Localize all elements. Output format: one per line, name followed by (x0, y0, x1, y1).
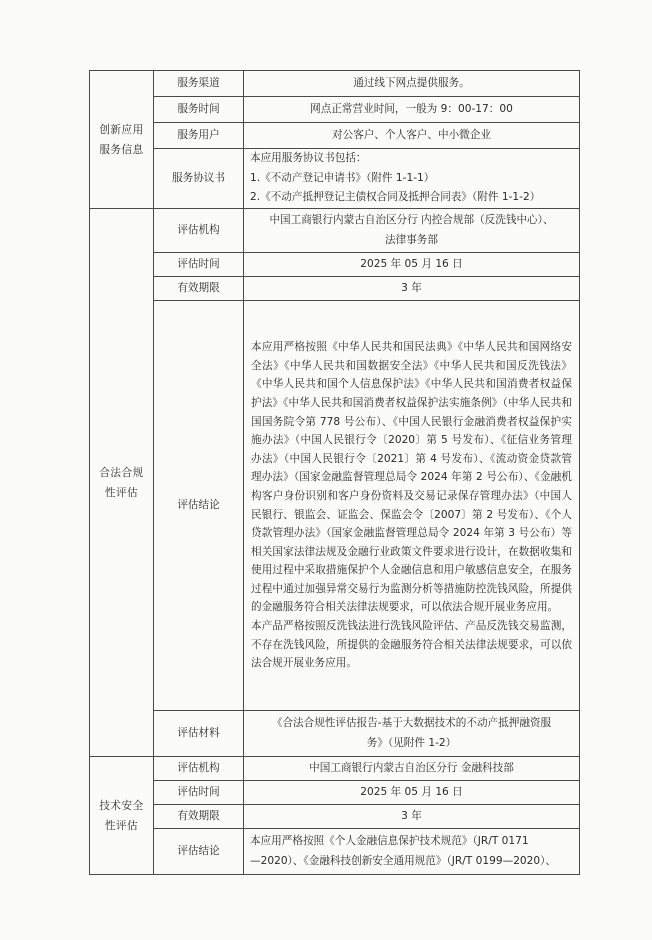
label-service-agreement: 服务协议书 (154, 149, 244, 209)
agency-line: 法律事务部 (385, 233, 438, 246)
row-legal-time (90, 253, 580, 277)
label-tech-agency: 评估机构 (154, 757, 244, 781)
row-tech-conclusion (90, 829, 580, 875)
value-tech-conclusion (244, 829, 580, 875)
conclusion-paragraph: 本应用严格按照《中华人民共和国民法典》《中华人民共和国网络安全法》《中华人民共和国数据安全法》《中华人民共和国反洗钱法》《中华人民共和国个人信息保护法》《中华人民共和国消费者权益保护法》《中华人民共和国消费者权益保护法实施条例》（中华人民共和国国务院令第 778 号公布）、《中国人民银行金融消费者权益保护实施办法》（中国人民银行令〔2020〕第 5 号发布）、《征信业务管理办法》（中国人民银行令〔2021〕第 4 号发布）、《流动资金贷款管理办法》（国家金融监督管理总局令 2024 年第 2 号公布）、《金融机构客户身份识别和客户身份资料及交易记录保存管理办法》（中国人民银行、银监会、证监会、保监会令〔2007〕第 2 号发布）、《个人贷款管理办法》（国家金融监督管理总局令 2024 年第 3 号公布）等相关国家法律法规及金融行业政策文件要求进行设计，在数据收集和使用过程中采取措施保护个人金融信息和用户敏感信息安全，在服务过程中通过加强异常交易行为监测分析等措施防控洗钱风险，所提供的金融服务符合相关法律法规要求，可以依法合规开展业务应用。 (251, 341, 572, 614)
row-legal-validity (90, 277, 580, 301)
section-tech-security (90, 757, 154, 875)
row-service-agreement (90, 149, 580, 209)
label-service-channel: 服务渠道 (154, 71, 244, 97)
value-legal-materials (244, 711, 580, 757)
value-legal-time: 2025 年 05 月 16 日 (244, 253, 580, 277)
label-service-hours: 服务时间 (154, 97, 244, 123)
value-legal-conclusion (244, 301, 580, 711)
value-service-hours: 网点正常营业时间，一般为 9：00-17：00 (244, 97, 580, 123)
agreement-line: 本应用服务协议书包括： (250, 152, 367, 165)
value-tech-time: 2025 年 05 月 16 日 (244, 781, 580, 805)
agency-line: 中国工商银行内蒙古自治区分行 内控合规部（反洗钱中心）、 (269, 214, 554, 227)
label-legal-materials: 评估材料 (154, 711, 244, 757)
section-label: 性评估 (104, 486, 139, 499)
section-legal-compliance (90, 209, 154, 757)
tech-conclusion-line: 本应用严格按照《个人金融信息保护技术规范》（JR/T 0171 (250, 835, 529, 848)
row-tech-validity (90, 805, 580, 829)
row-service-users (90, 123, 580, 149)
materials-line: 务》（见附件 1-2） (366, 736, 457, 749)
row-tech-agency (90, 757, 580, 781)
value-legal-validity: 3 年 (244, 277, 580, 301)
section-label: 技术安全 (99, 799, 144, 812)
label-legal-validity: 有效期限 (154, 277, 244, 301)
label-tech-conclusion: 评估结论 (154, 829, 244, 875)
value-service-users: 对公客户、个人客户、中小微企业 (244, 123, 580, 149)
label-legal-agency: 评估机构 (154, 209, 244, 253)
value-tech-validity: 3 年 (244, 805, 580, 829)
row-legal-conclusion (90, 301, 580, 711)
assessment-table (89, 70, 580, 875)
section-label: 创新应用 (99, 123, 144, 136)
section-label: 服务信息 (99, 143, 144, 156)
row-service-hours (90, 97, 580, 123)
label-legal-conclusion: 评估结论 (154, 301, 244, 711)
row-service-channel (90, 71, 580, 97)
tech-conclusion-line: —2020）、《金融科技创新安全通用规范》（JR/T 0199—2020）、 (250, 854, 557, 867)
conclusion-paragraph: 本产品严格按照反洗钱法进行洗钱风险评估、产品反洗钱交易监测，不存在洗钱风险，所提供的金融服务符合相关法律法规要求，可以依法合规开展业务应用。 (251, 620, 572, 670)
label-service-users: 服务用户 (154, 123, 244, 149)
section-label: 性评估 (104, 819, 139, 832)
agreement-line: 2.《不动产抵押登记主债权合同及抵押合同表》（附件 1-1-2） (250, 191, 541, 204)
value-service-channel: 通过线下网点提供服务。 (244, 71, 580, 97)
value-service-agreement (244, 149, 580, 209)
materials-line: 《合法合规性评估报告-基于大数据技术的不动产抵押融资服 (271, 717, 552, 730)
section-innovation-service-info (90, 71, 154, 209)
row-legal-materials (90, 711, 580, 757)
label-legal-time: 评估时间 (154, 253, 244, 277)
label-tech-validity: 有效期限 (154, 805, 244, 829)
section-label: 合法合规 (99, 466, 144, 479)
label-tech-time: 评估时间 (154, 781, 244, 805)
row-legal-agency (90, 209, 580, 253)
value-legal-agency (244, 209, 580, 253)
row-tech-time (90, 781, 580, 805)
agreement-line: 1.《不动产登记申请书》（附件 1-1-1） (250, 171, 435, 184)
value-tech-agency: 中国工商银行内蒙古自治区分行 金融科技部 (244, 757, 580, 781)
